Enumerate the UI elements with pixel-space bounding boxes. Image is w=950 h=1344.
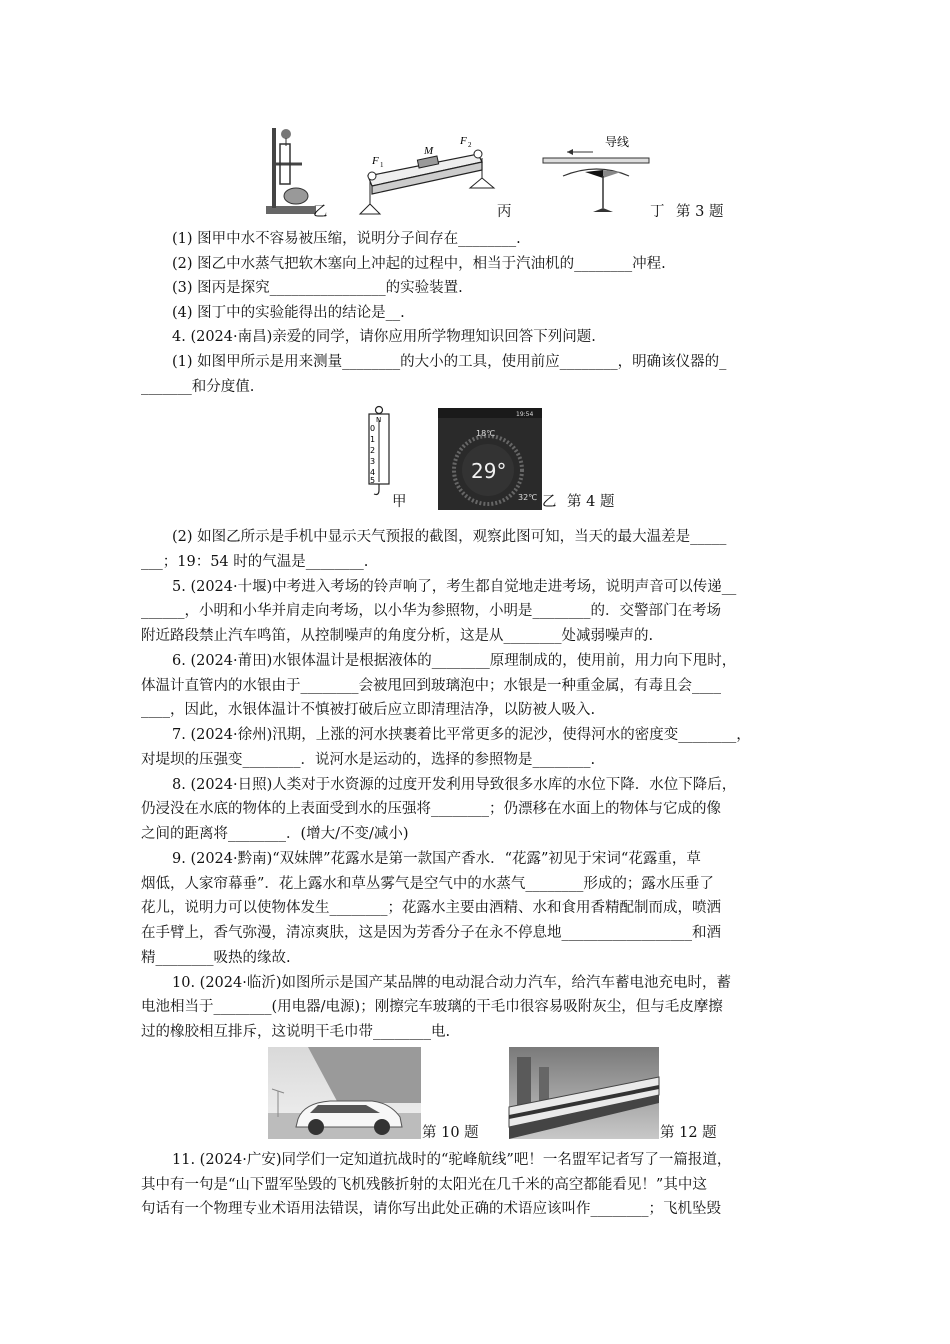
figure-10-caption: 第 10 题 (422, 1125, 479, 1141)
q10-line1: 10. (2024·临沂)如图所示是国产某品牌的电动混合动力汽车，给汽车蓄电池充电时，蓄 (172, 975, 731, 991)
figure-3-caption: 第 3 题 (676, 204, 724, 220)
q6-line2: 体温计直管内的水银由于________会被甩回到玻璃泡中；水银是一种重金属，有毒且会____ (141, 678, 721, 694)
figure-bing-lever-apparatus (358, 134, 498, 224)
phone-temp-big: 29° (471, 459, 507, 483)
figure-4-caption: 第 4 题 (567, 494, 615, 510)
q5-line3: 附近路段禁止汽车鸣笛，从控制噪声的角度分析，这是从________处减弱噪声的. (141, 628, 654, 644)
figure-phone-weather (438, 408, 542, 510)
phone-temp-low: 32℃ (518, 493, 538, 502)
scale-n-label: N (376, 416, 382, 424)
figure-bing-label: 丙 (497, 204, 512, 220)
q9-line2: 烟低，人家帘幕垂”．花上露水和草丛雾气是空气中的水蒸气________形成的；露水压垂了 (141, 876, 714, 892)
q9-line4: 在手臂上，香气弥漫，清凉爽肤，这是因为芳香分子在永不停息地__________________和酒 (141, 925, 721, 941)
q4-stem: 4. (2024·南昌)亲爱的同学，请你应用所学物理知识回答下列问题. (172, 329, 596, 345)
q3-part2: (2) 图乙中水蒸气把软木塞向上冲起的过程中，相当于汽油机的________冲程. (172, 256, 666, 272)
figure-ding-label: 丁 (650, 204, 665, 220)
figure-yi-label-q4: 乙 (542, 494, 557, 510)
scale-tick-2: 2 (370, 446, 376, 455)
q8-line1: 8. (2024·日照)人类对于水资源的过度开发利用导致很多水库的水位下降．水位下降后， (172, 777, 737, 793)
q9-line3: 花儿，说明力可以使物体发生________；花露水主要由酒精、水和食用香精配制而成，喷洒 (141, 900, 721, 916)
q9-line1: 9. (2024·黔南)“双妹牌”花露水是第一款国产香水．“花露”初见于宋词“花露重，草 (172, 851, 701, 867)
q8-line2: 仍浸没在水底的物体的上表面受到水的压强将________；仍漂移在水面上的物体与它成的像 (141, 801, 721, 817)
scale-tick-4: 4 (370, 468, 376, 477)
q6-line3: ____，因此，水银体温计不慎被打破后应立即清理洁净，以防被人吸入. (141, 702, 596, 718)
q3-part1: (1) 图甲中水不容易被压缩，说明分子间存在________. (172, 231, 521, 247)
phone-temp-high: 18℃ (476, 429, 496, 438)
figure-12-caption: 第 12 题 (660, 1125, 717, 1141)
figure-f1-label: F (372, 155, 379, 167)
scale-tick-5: 5 (370, 476, 376, 485)
figure-jia-label: 甲 (392, 494, 407, 510)
q11-line1: 11. (2024·广安)同学们一定知道抗战时的“驼峰航线”吧！一名盟军记者写了一篇报道， (172, 1152, 732, 1168)
q4-part2: (2) 如图乙所示是手机中显示天气预报的截图，观察此图可知，当天的最大温差是_____ (172, 529, 727, 545)
figure-wire-label: 导线 (605, 135, 630, 149)
scale-tick-1: 1 (370, 435, 376, 444)
q4-part1-cont: _______和分度值. (141, 379, 255, 395)
phone-status-time: 19:54 (516, 411, 534, 418)
figure-f2-sub: 2 (468, 141, 472, 149)
figure-car-photo (268, 1047, 421, 1139)
scale-tick-3: 3 (370, 457, 376, 466)
q11-line3: 句话有一个物理专业术语用法错误，请你写出此处正确的术语应该叫作________；飞机坠毁 (141, 1201, 721, 1217)
q9-line5: 精________吸热的缘故. (141, 950, 291, 966)
q3-part3: (3) 图丙是探究________________的实验装置. (172, 280, 463, 296)
figure-f1-sub: 1 (380, 161, 384, 169)
q11-line2: 其中有一句是“山下盟军坠毁的飞机残骸折射的太阳光在几千米的高空都能看见！”其中这 (141, 1177, 707, 1193)
figure-train-photo (509, 1047, 659, 1139)
q4-part2-cont: ___；19：54 时的气温是________. (141, 554, 369, 570)
q3-part4: (4) 图丁中的实验能得出的结论是__. (172, 305, 405, 321)
figure-ding-wire-compass (543, 132, 653, 222)
q8-line3: 之间的距离将________．(增大/不变/减小) (141, 826, 409, 842)
q10-line3: 过的橡胶相互排斥，这说明干毛巾带________电. (141, 1024, 451, 1040)
figure-yi-label: 乙 (313, 204, 328, 220)
figure-m-label: M (424, 145, 434, 157)
q10-line2: 电池相当于________(用电器/电源)；刚擦完车玻璃的干毛巾很容易吸附灰尘，但与毛皮摩擦 (141, 999, 723, 1015)
q5-line1: 5. (2024·十堰)中考进入考场的铃声响了，考生都自觉地走进考场，说明声音可以传递__ (172, 579, 737, 595)
q4-part1: (1) 如图甲所示是用来测量________的大小的工具，使用前应________，明确该仪器的_ (172, 354, 727, 370)
scale-tick-0: 0 (370, 424, 376, 433)
q7-line2: 对堤坝的压强变________．说河水是运动的，选择的参照物是________. (141, 752, 596, 768)
q6-line1: 6. (2024·莆田)水银体温计是根据液体的________原理制成的，使用前，用力向下甩时， (172, 653, 737, 669)
figure-spring-scale (366, 406, 392, 498)
figure-f2-label: F (460, 135, 467, 147)
q5-line2: ______，小明和小华并肩走向考场，以小华为参照物，小明是________的．交警部门在考场 (141, 603, 721, 619)
q7-line1: 7. (2024·徐州)汛期，上涨的河水挟裹着比平常更多的泥沙，使得河水的密度变________， (172, 727, 751, 743)
